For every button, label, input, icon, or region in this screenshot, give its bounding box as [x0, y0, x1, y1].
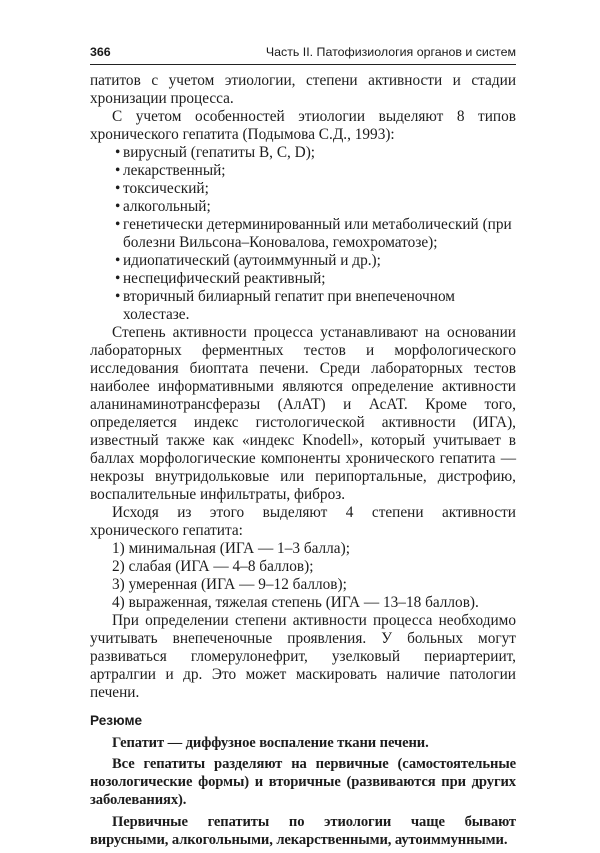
- resume-item: Гепатит — диффузное воспаление ткани печени.: [112, 735, 429, 751]
- resume-item: Первичные гепатиты по этиологии чаще бывают вирусными, алкогольными, лекарственными, аутоиммунными.: [90, 814, 516, 848]
- resume-item: Все гепатиты разделяют на первичные (самостоятельные нозологические формы) и вторичные (развиваются при других заболеваниях).: [90, 756, 516, 808]
- page-header: [90, 44, 516, 65]
- etiology-item-viral: • вирусный (гепатиты B, C, D);: [115, 144, 516, 162]
- paragraph-activity-assessment: Степень активности процесса устанавливают на основании лабораторных ферментных тестов и морфологического исследования биоптата печени. Среди лабораторных тестов наиболее информативными являются определение активности аланинаминотрансферазы (АлАТ) и АсАТ. Кроме того, определяется индекс гистологической активности (ИГА), известный также как «индекс Knodell», который учитывает в баллах морфологические компоненты хронического гепатита — некрозы внутридольковые или перипортальные, дистрофию, воспалительные инфильтраты, фиброз.: [90, 324, 516, 503]
- resume-section: [90, 734, 516, 849]
- paragraph-extrahepatic: При определении степени активности процесса необходимо учитывать внепеченочные проявления. У больных могут развиваться гломерулонефрит, узелковый периартериит, артралгии и др. Это может маскировать наличие патологии печени.: [90, 612, 516, 701]
- activity-degree-moderate: 3) умеренная (ИГА — 9–12 баллов);: [112, 576, 347, 593]
- running-title: Часть II. Патофизиология органов и систем: [265, 45, 516, 59]
- page-number: 366: [90, 45, 111, 59]
- etiology-item-alcoholic: • алкогольный;: [115, 198, 516, 216]
- etiology-item-drug: • лекарственный;: [115, 162, 516, 180]
- paragraph-activity-degrees-intro: Исходя из этого выделяют 4 степени активности хронического гепатита:: [90, 504, 516, 539]
- page-content: [90, 72, 516, 853]
- activity-degree-severe: 4) выраженная, тяжелая степень (ИГА — 13–18 баллов).: [112, 594, 479, 611]
- etiology-list: [90, 144, 516, 324]
- activity-degree-list: [90, 540, 516, 612]
- paragraph-continuation: патитов с учетом этиологии, степени активности и стадии хронизации процесса.: [90, 72, 516, 107]
- etiology-item-idiopathic: • идиопатический (аутоиммунный и др.);: [115, 252, 516, 270]
- etiology-item-toxic: • токсический;: [115, 180, 516, 198]
- activity-degree-mild: 2) слабая (ИГА — 4–8 баллов);: [112, 558, 314, 575]
- etiology-item-reactive: • неспецифический реактивный;: [115, 270, 516, 288]
- etiology-item-biliary: • вторичный билиарный гепатит при внепеченочном холестазе.: [115, 288, 516, 324]
- resume-heading: Резюме: [90, 713, 143, 728]
- activity-degree-minimal: 1) минимальная (ИГА — 1–3 балла);: [112, 540, 350, 557]
- paragraph-etiology-intro: С учетом особенностей этиологии выделяют 8 типов хронического гепатита (Подымова С.Д., 1993):: [90, 108, 516, 143]
- etiology-item-genetic: • генетически детерминированный или метаболический (при болезни Вильсона–Коновалова, гемохроматозе);: [115, 216, 516, 252]
